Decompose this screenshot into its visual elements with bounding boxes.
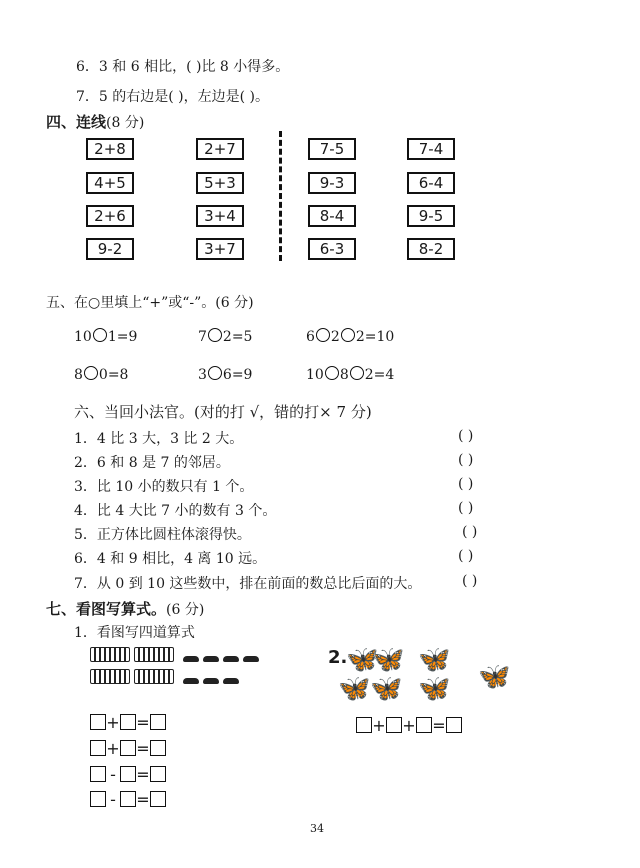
butterfly-icon: 🦋 bbox=[346, 645, 379, 675]
answer-paren[interactable]: ( ) bbox=[462, 524, 478, 540]
answer-box[interactable] bbox=[150, 791, 166, 807]
car-icon bbox=[183, 678, 199, 684]
judge-item: 7．从 0 到 10 这些数中，排在前面的数总比后面的大。 bbox=[74, 576, 422, 592]
match-box: 2+6 bbox=[86, 205, 134, 227]
vehicle-row bbox=[90, 669, 263, 689]
butterfly-icon: 🦋 bbox=[418, 674, 451, 704]
judge-item: 2．6 和 8 是 7 的邻居。 bbox=[74, 455, 230, 471]
section-4-heading bbox=[46, 111, 144, 132]
equation-row: + + = bbox=[356, 716, 462, 735]
fill-expression: 7 2=5 bbox=[198, 329, 253, 345]
section-5-title: 五、在○里填上“+”或“-”。(6 分) bbox=[46, 295, 254, 311]
fill-expression: 8 0=8 bbox=[74, 367, 129, 383]
sub-question-2: 2. bbox=[328, 647, 348, 668]
butterfly-icon: 🦋 bbox=[418, 645, 451, 675]
equation-row: - = bbox=[90, 765, 166, 784]
dashed-divider bbox=[279, 131, 282, 261]
equation-row: + = bbox=[90, 713, 166, 732]
car-icon bbox=[243, 656, 259, 662]
judge-item: 5．正方体比圆柱体滚得快。 bbox=[74, 527, 251, 543]
answer-box[interactable] bbox=[120, 766, 136, 782]
blank-circle[interactable] bbox=[208, 328, 222, 342]
section-4-title: 四、连线 bbox=[46, 113, 107, 131]
answer-box[interactable] bbox=[150, 714, 166, 730]
section-7-heading bbox=[46, 598, 204, 619]
answer-box[interactable] bbox=[90, 740, 106, 756]
match-box: 9-3 bbox=[308, 172, 356, 194]
answer-box[interactable] bbox=[386, 717, 402, 733]
blank-circle[interactable] bbox=[316, 328, 330, 342]
butterfly-icon: 🦋 bbox=[338, 674, 371, 704]
answer-box[interactable] bbox=[90, 791, 106, 807]
butterfly-icon: 🦋 bbox=[372, 645, 405, 675]
bus-icon bbox=[134, 647, 174, 662]
blank-circle[interactable] bbox=[325, 366, 339, 380]
match-box: 4+5 bbox=[86, 172, 134, 194]
match-box: 7-4 bbox=[407, 138, 455, 160]
match-box: 3+4 bbox=[196, 205, 244, 227]
car-icon bbox=[223, 656, 239, 662]
answer-box[interactable] bbox=[90, 766, 106, 782]
judge-item: 3．比 10 小的数只有 1 个。 bbox=[74, 479, 254, 495]
answer-box[interactable] bbox=[446, 717, 462, 733]
car-icon bbox=[183, 656, 199, 662]
match-box: 9-5 bbox=[407, 205, 455, 227]
match-box: 3+7 bbox=[196, 238, 244, 260]
judge-item: 1．4 比 3 大，3 比 2 大。 bbox=[74, 431, 244, 447]
answer-paren[interactable]: ( ) bbox=[462, 573, 478, 589]
blank-circle[interactable] bbox=[208, 366, 222, 380]
answer-box[interactable] bbox=[150, 766, 166, 782]
vehicle-row bbox=[90, 647, 263, 667]
fill-expression: 10 8 2=4 bbox=[306, 367, 395, 383]
answer-paren[interactable]: ( ) bbox=[458, 548, 474, 564]
answer-paren[interactable]: ( ) bbox=[458, 428, 474, 444]
bus-icon bbox=[90, 647, 130, 662]
page-number: 34 bbox=[310, 822, 324, 835]
answer-box[interactable] bbox=[356, 717, 372, 733]
match-box: 7-5 bbox=[308, 138, 356, 160]
match-box: 8-4 bbox=[308, 205, 356, 227]
butterfly-icon: 🦋 bbox=[478, 662, 511, 692]
car-icon bbox=[203, 656, 219, 662]
blank-circle[interactable] bbox=[341, 328, 355, 342]
answer-box[interactable] bbox=[416, 717, 432, 733]
answer-paren[interactable]: ( ) bbox=[458, 500, 474, 516]
answer-box[interactable] bbox=[120, 791, 136, 807]
vehicles-picture bbox=[90, 647, 263, 689]
answer-box[interactable] bbox=[120, 740, 136, 756]
fill-expression: 3 6=9 bbox=[198, 367, 253, 383]
answer-paren[interactable]: ( ) bbox=[458, 476, 474, 492]
section-4-score: (8 分) bbox=[106, 115, 145, 131]
match-box: 8-2 bbox=[407, 238, 455, 260]
fill-expression: 10 1=9 bbox=[74, 329, 138, 345]
fill-expression: 6 2 2=10 bbox=[306, 329, 395, 345]
section-7-title: 七、看图写算式。 bbox=[46, 600, 167, 618]
car-icon bbox=[223, 678, 239, 684]
equation-row: - = bbox=[90, 790, 166, 809]
answer-paren[interactable]: ( ) bbox=[458, 452, 474, 468]
blank-circle[interactable] bbox=[84, 366, 98, 380]
butterfly-icon: 🦋 bbox=[370, 674, 403, 704]
answer-box[interactable] bbox=[90, 714, 106, 730]
match-box: 9-2 bbox=[86, 238, 134, 260]
judge-item: 6．4 和 9 相比，4 离 10 远。 bbox=[74, 551, 267, 567]
equation-row: + = bbox=[90, 739, 166, 758]
match-box: 6-4 bbox=[407, 172, 455, 194]
bus-icon bbox=[90, 669, 130, 684]
section-7-score: (6 分) bbox=[166, 602, 205, 618]
blank-circle[interactable] bbox=[350, 366, 364, 380]
match-box: 6-3 bbox=[308, 238, 356, 260]
match-box: 5+3 bbox=[196, 172, 244, 194]
section-6-title: 六、当回小法官。(对的打 √，错的打× 7 分) bbox=[74, 403, 372, 421]
match-box: 2+8 bbox=[86, 138, 134, 160]
answer-box[interactable] bbox=[150, 740, 166, 756]
car-icon bbox=[203, 678, 219, 684]
blank-circle[interactable] bbox=[93, 328, 107, 342]
answer-box[interactable] bbox=[120, 714, 136, 730]
bus-icon bbox=[134, 669, 174, 684]
question-6: 6．3 和 6 相比，( )比 8 小得多。 bbox=[76, 59, 290, 75]
match-box: 2+7 bbox=[196, 138, 244, 160]
judge-item: 4．比 4 大比 7 小的数有 3 个。 bbox=[74, 503, 277, 519]
sub-question-1: 1．看图写四道算式 bbox=[74, 625, 195, 641]
question-7: 7．5 的右边是( )，左边是( )。 bbox=[76, 89, 270, 105]
